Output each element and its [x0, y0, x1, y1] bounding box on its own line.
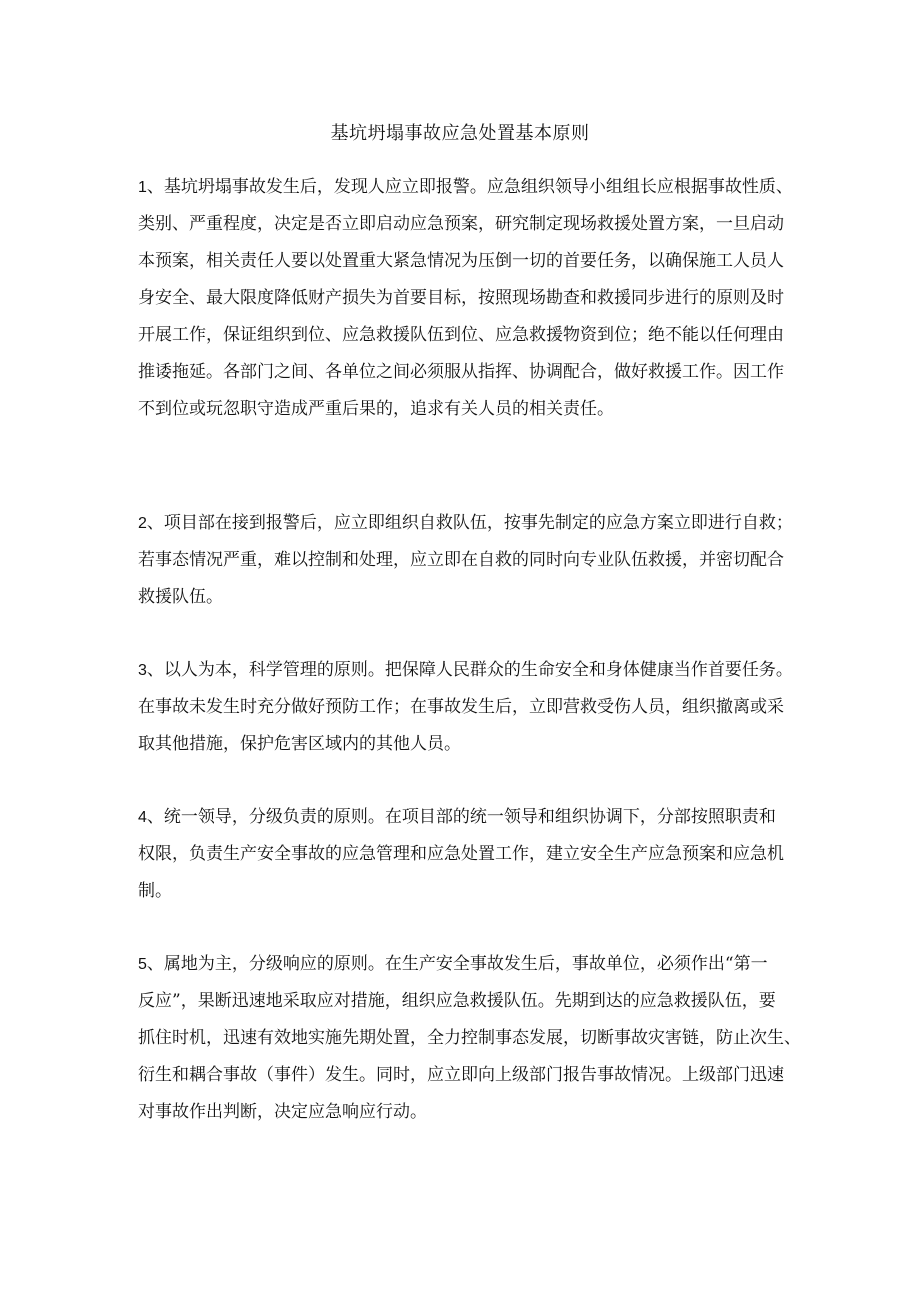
- text-line: [138, 799, 798, 836]
- line-text: 、基坑坍塌事故发生后，发现人应立即报警。应急组织领导小组组长应根据事故性质、: [146, 177, 793, 197]
- text-line: [138, 946, 798, 983]
- section-number: 5: [138, 956, 147, 973]
- text-line: 身安全、最大限度降低财产损失为首要目标，按照现场勘查和救援同步进行的原则及时: [138, 288, 784, 308]
- text-line: 抓住时机，迅速有效地实施先期处置，全力控制事态发展，切断事故灾害链，防止次生、: [138, 1028, 801, 1048]
- text-line: 对事故作出判断，决定应急响应行动。: [138, 1102, 427, 1122]
- text-line: 衍生和耦合事故（事件）发生。同时，应立即向上级部门报告事故情况。上级部门迅速: [138, 1065, 784, 1085]
- principle-section-3: [138, 652, 798, 763]
- text-line: 制。: [138, 881, 172, 901]
- text-line: 本预案，相关责任人要以处置重大紧急情况为压倒一切的首要任务，以确保施工人员人: [138, 251, 784, 271]
- text-line: 若事态情况严重，难以控制和处理，应立即在自救的同时向专业队伍救援，并密切配合: [138, 550, 784, 570]
- principle-section-4: [138, 799, 798, 910]
- line-text: 、项目部在接到报警后，应立即组织自救队伍，按事先制定的应急方案立即进行自救；: [146, 513, 793, 533]
- text-line: 取其他措施，保护危害区域内的其他人员。: [138, 734, 461, 754]
- section-number: 2: [138, 515, 147, 532]
- principle-section-1: [138, 169, 798, 428]
- text-line: [138, 652, 798, 689]
- text-line: 开展工作，保证组织到位、应急救援队伍到位、应急救援物资到位；绝不能以任何理由: [138, 325, 784, 345]
- text-line: 推诿拖延。各部门之间、各单位之间必须服从指挥、协调配合，做好救援工作。因工作: [138, 362, 784, 382]
- text-line: [138, 169, 798, 206]
- principle-section-5: [138, 946, 801, 1131]
- line-text: 、统一领导，分级负责的原则。在项目部的统一领导和组织协调下，分部按照职责和: [146, 807, 776, 827]
- principle-section-2: [138, 505, 798, 616]
- line-text: 、属地为主，分级响应的原则。在生产安全事故发生后，事故单位，必须作出“第一: [146, 954, 768, 974]
- document-title: 基坑坍塌事故应急处置基本原则: [330, 123, 590, 144]
- text-line: 反应”，果断迅速地采取应对措施，组织应急救援队伍。先期到达的应急救援队伍，要: [138, 991, 776, 1011]
- section-number: 1: [138, 179, 147, 196]
- text-line: 权限，负责生产安全事故的应急管理和应急处置工作，建立安全生产应急预案和应急机: [138, 844, 784, 864]
- text-line: [138, 505, 798, 542]
- text-line: 救援队伍。: [138, 587, 223, 607]
- text-line: 类别、严重程度，决定是否立即启动应急预案，研究制定现场救援处置方案，一旦启动: [138, 214, 784, 234]
- text-line: 不到位或玩忽职守造成严重后果的，追求有关人员的相关责任。: [138, 399, 614, 419]
- text-line: 在事故未发生时充分做好预防工作；在事故发生后，立即营救受伤人员，组织撤离或采: [138, 697, 784, 717]
- section-number: 3: [138, 662, 147, 679]
- line-text: 、以人为本，科学管理的原则。把保障人民群众的生命安全和身体健康当作首要任务。: [146, 660, 793, 680]
- section-number: 4: [138, 809, 147, 826]
